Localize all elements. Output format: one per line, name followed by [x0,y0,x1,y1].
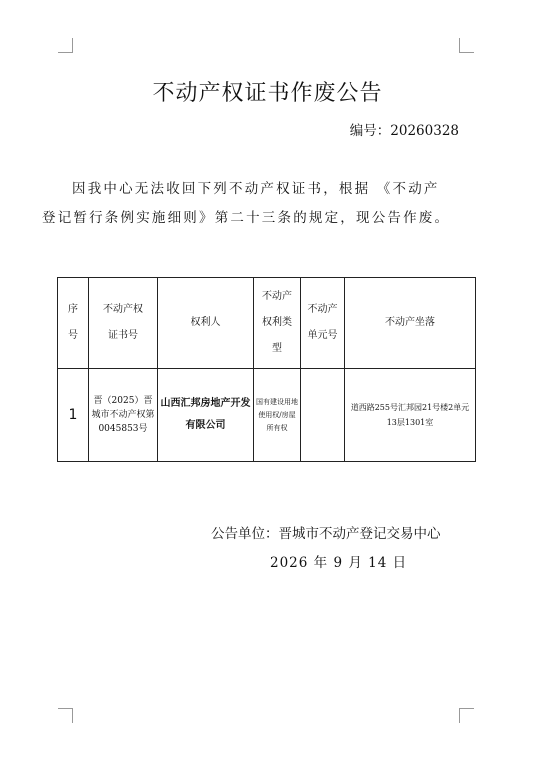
header-cert-no: 不动产权 证书号 [89,278,158,369]
issuer: 公告单位：晋城市不动产登记交易中心 [211,526,441,542]
cell-location: 道西路255号汇邦园21号楼2单元13层1301室 [345,369,476,462]
notice-date: 2026 年 9 月 14 日 [270,555,408,571]
crop-mark-bottom-right [459,708,474,723]
notice-body [42,175,482,233]
table-row [58,369,476,462]
cell-owner: 山西汇邦房地产开发有限公司 [158,369,254,462]
notice-line-2: 登记暂行条例实施细则》第二十三条的规定，现公告作废。 [42,210,451,226]
cell-unit-no [301,369,345,462]
crop-mark-top-left [58,38,73,53]
cell-right-type: 国有建设用地使用权/房屋所有权 [254,369,301,462]
header-seq: 序 号 [58,278,89,369]
cell-cert-no: 晋（2025）晋城市不动产权第0045853号 [89,369,158,462]
cell-seq: 1 [58,369,89,462]
header-owner: 权利人 [158,278,254,369]
page-title: 不动产权证书作废公告 [152,81,383,106]
notice-line-1: 因我中心无法收回下列不动产权证书，根据 《不动产 [72,181,440,197]
header-location: 不动产坐落 [345,278,476,369]
table-header-row [58,278,476,369]
document-number: 编号：20260328 [349,123,459,139]
crop-mark-bottom-left [58,708,73,723]
header-right-type: 不动产 权利类 型 [254,278,301,369]
crop-mark-top-right [459,38,474,53]
header-unit-no: 不动产 单元号 [301,278,345,369]
certificate-table [57,277,476,462]
